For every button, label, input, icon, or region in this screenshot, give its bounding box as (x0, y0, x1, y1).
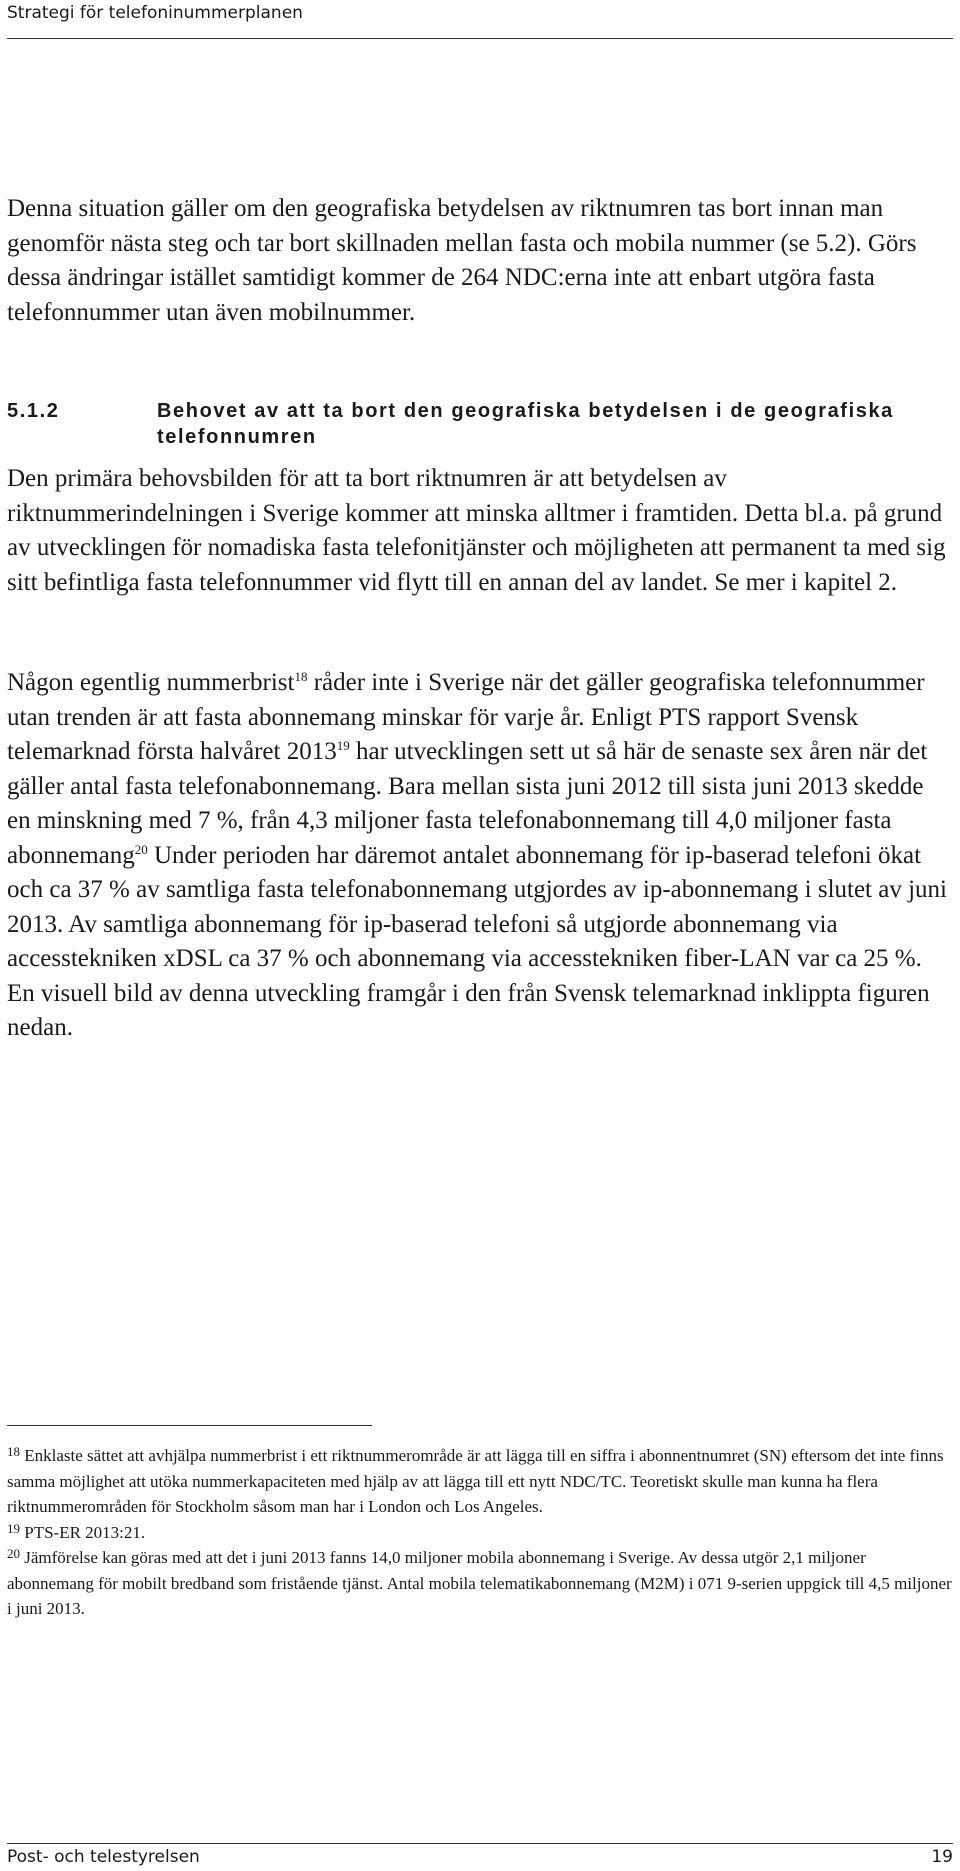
footnote-text: Enklaste sättet att avhjälpa nummerbrist i ett riktnummerområde är att lägga till en siffra i abonnentnumret (SN) eftersom det inte finns samma möjlighet att utöka nummerkapaciteten med hjälp av att lägga till ett nytt NDC/TC. Teoretiskt skulle man kunna ha flera riktnummerområden för Stockholm såsom man har i London och Los Angeles. (7, 1446, 944, 1516)
section-title: Behovet av att ta bort den geografiska betydelsen i de geografiska telefonnumren (157, 400, 894, 448)
footnote-20 (7, 1545, 953, 1622)
footnote-18 (7, 1443, 953, 1520)
footnote-separator (7, 1425, 372, 1426)
body-paragraph-2: Den primära behovsbilden för att ta bort riktnumren är att betydelsen av riktnummerindelningen i Sverige kommer att minska alltmer i framtiden. Detta bl.a. på grund av utvecklingen för nomadiska fasta telefonitjänster och möjligheten att permanent ta med sig sitt befintliga fasta telefonnummer vid flytt till en annan del av landet. Se mer i kapitel 2. (7, 465, 946, 596)
body-paragraph-3 (7, 666, 953, 1046)
footnote-number: 20 (7, 1546, 20, 1561)
paragraph-text: Under perioden har däremot antalet abonnemang för ip-baserad telefoni ökat och ca 37 % av samtliga fasta telefonabonnemang utgjordes av ip-abonnemang i slutet av juni 2013. Av samtliga abonnemang för ip-baserad telefoni så utgjorde abonnemang via accesstekniken xDSL ca 37 % och abonnemang via accesstekniken fiber-LAN var ca 25 %. En visuell bild av denna utveckling framgår i den från Svensk telemarknad inklippta figuren nedan. (7, 841, 947, 1041)
footnotes-section (7, 1443, 953, 1622)
footnote-reference-20[interactable]: 20 (134, 841, 148, 857)
footnote-number: 19 (7, 1520, 20, 1536)
page-footer (7, 1843, 953, 1871)
section-number: 5.1.2 (7, 400, 60, 422)
paragraph-text: har utvecklingen sett ut så här de senaste sex åren när det gäller antal fasta telefonabonnemang. Bara mellan sista juni 2012 till sista juni 2013 skedde en minskning med 7 %, från 4,3 miljoner fasta telefonabonnemang till 4,0 miljoner fasta abonnemang (7, 738, 928, 869)
paragraph-text: Någon egentlig nummerbrist (7, 669, 295, 696)
body-paragraph-1: Denna situation gäller om den geografiska betydelsen av riktnumren tas bort innan man genomför nästa steg och tar bort skillnaden mellan fasta och mobila nummer (se 5.2). Görs dessa ändringar istället samtidigt kommer de 264 NDC:erna inte att enbart utgöra fasta telefonnummer utan även mobilnummer. (7, 195, 917, 326)
paragraph-text: råder inte i Sverige när det gäller geografiska telefonnummer utan trenden är att fasta abonnemang minskar för varje år. Enligt PTS rapport Svensk telemarknad första halvåret 2013 (7, 669, 925, 765)
footer-organization: Post- och telestyrelsen (7, 1847, 200, 1867)
footnote-number: 18 (7, 1444, 20, 1459)
footnote-reference-18[interactable]: 18 (294, 669, 308, 684)
page-number: 19 (931, 1847, 953, 1867)
footnote-text: PTS-ER 2013:21. (24, 1522, 146, 1542)
document-title: Strategi för telefoninummerplanen (7, 3, 303, 23)
footnote-reference-19[interactable]: 19 (336, 738, 350, 753)
running-header (7, 0, 953, 39)
footnote-text: Jämförelse kan göras med att det i juni 2013 fanns 14,0 miljoner mobila abonnemang i Sverige. Av dessa utgör 2,1 miljoner abonnemang för mobilt bredband som fristående tjänst. Antal mobila telematikabonnemang (M2M) i 071 9-serien uppgick till 4,5 miljoner i juni 2013. (7, 1548, 952, 1618)
footnote-19 (7, 1520, 953, 1546)
